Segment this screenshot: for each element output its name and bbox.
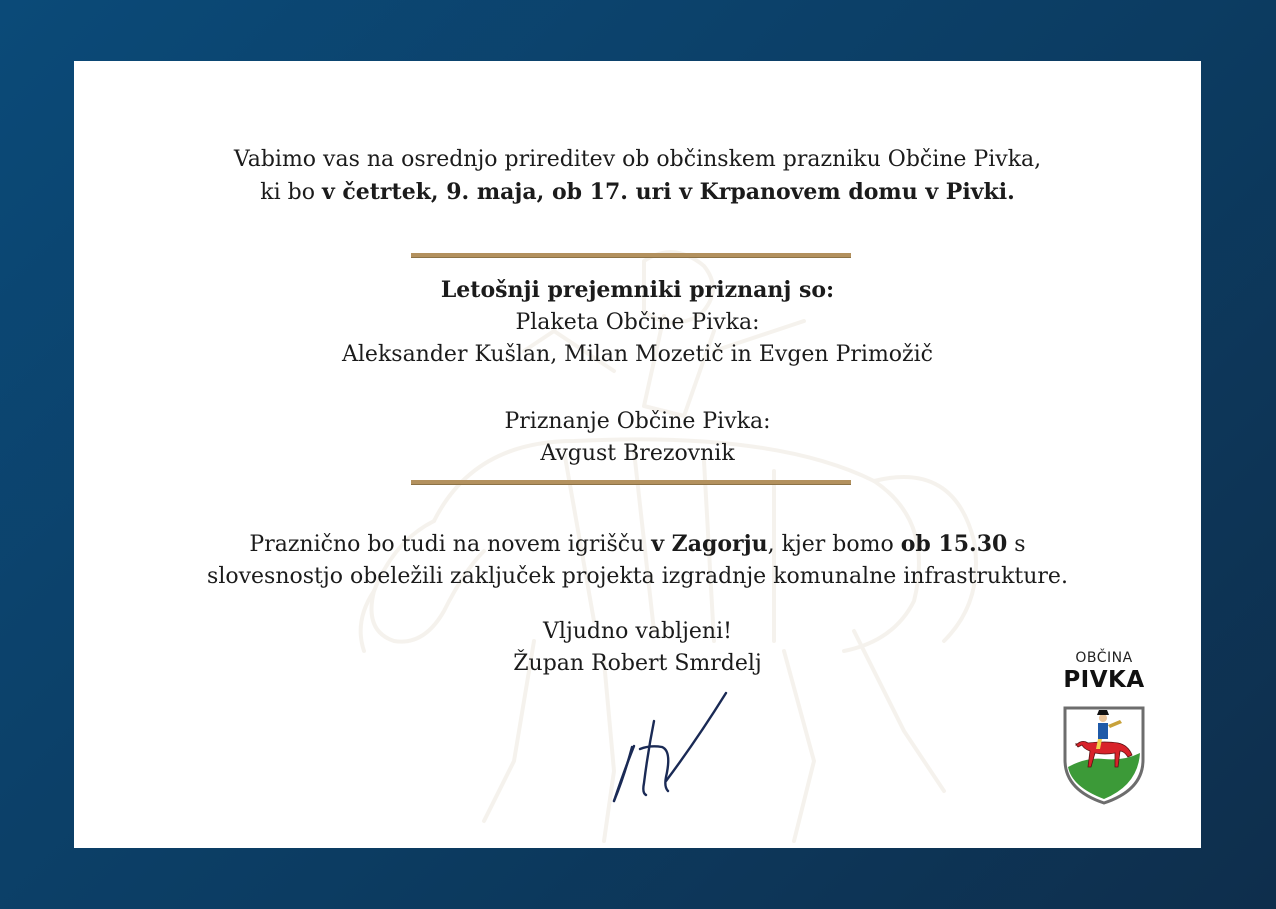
municipality-logo <box>1059 649 1149 809</box>
event-date-location: v četrtek, 9. maja, ob 17. uri v Krpanovem domu v Pivki. <box>321 179 1015 205</box>
invitation-text <box>74 144 1201 209</box>
logo-subtitle: OBČINA <box>1075 650 1133 666</box>
coat-of-arms-icon <box>1062 705 1146 805</box>
logo-title: PIVKA <box>1063 667 1145 693</box>
recipients-heading: Letošnji prejemniki priznanj so: <box>440 277 835 303</box>
plaque-label: Plaketa Občine Pivka: <box>515 310 760 335</box>
award-label: Priznanje Občine Pivka: <box>504 409 771 434</box>
signatory-name: Župan Robert Smrdelj <box>513 651 762 676</box>
invitation-line-2: ki bo v četrtek, 9. maja, ob 17. uri v Krpanovem domu v Pivki. <box>260 179 1015 205</box>
gold-divider-bottom <box>411 480 851 485</box>
award-recipient: Avgust Brezovnik <box>540 441 735 466</box>
zagorje-line-2: slovesnostjo obeležili zaključek projekta izgradnje komunalne infrastrukture. <box>207 564 1068 589</box>
invitation-card <box>74 61 1201 848</box>
closing-greeting: Vljudno vabljeni! <box>543 619 732 644</box>
recipients-section <box>74 274 1201 371</box>
gold-divider-top <box>411 253 851 258</box>
invitation-line-1: Vabimo vas na osrednjo prireditev ob občinskem prazniku Občine Pivka, <box>233 147 1042 172</box>
zagorje-line-1: Praznično bo tudi na novem igrišču v Zagorju, kjer bomo ob 15.30 s <box>249 531 1026 557</box>
closing-section <box>74 616 1201 680</box>
award-section <box>74 406 1201 470</box>
plaque-recipients: Aleksander Kušlan, Milan Mozetič in Evgen Primožič <box>342 342 933 367</box>
signature-icon <box>602 689 742 805</box>
zagorje-text <box>74 528 1201 593</box>
